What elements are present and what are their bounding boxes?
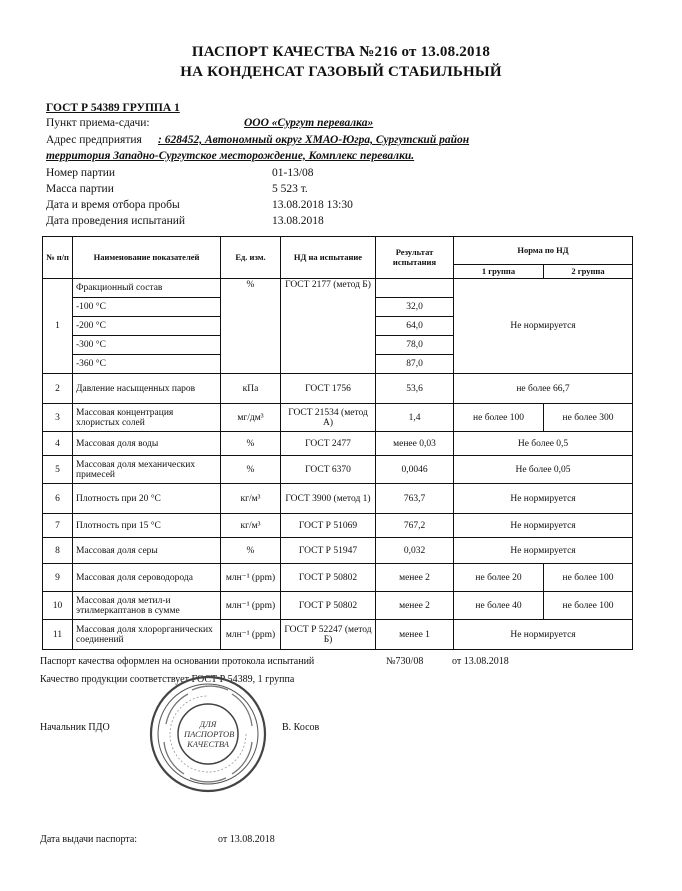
row-num: 1: [43, 279, 73, 374]
row-num: 2: [43, 374, 73, 404]
header-result: Результат испытания: [376, 237, 454, 279]
row-num: 4: [43, 432, 73, 456]
fraction-value: 78,0: [376, 336, 454, 355]
row-name: Массовая доля метил-и этилмеркаптанов в сумме: [73, 592, 221, 620]
sampling-datetime-label: Дата и время отбора пробы: [46, 199, 180, 211]
row-num: 7: [43, 514, 73, 538]
row-norm-group1: не более 20: [454, 564, 544, 592]
row-result: менее 1: [376, 620, 454, 650]
row-nd: ГОСТ Р 52247 (метод Б): [281, 620, 376, 650]
header-group1: 1 группа: [454, 265, 544, 279]
batch-number-label: Номер партии: [46, 167, 116, 179]
passport-subtitle: НА КОНДЕНСАТ ГАЗОВЫЙ СТАБИЛЬНЫЙ: [180, 64, 502, 80]
protocol-number: №730/08: [386, 656, 424, 667]
row-norm: не более 66,7: [454, 374, 633, 404]
company-stamp: [148, 674, 268, 794]
batch-mass-label: Масса партии: [46, 183, 114, 195]
row-num: 3: [43, 404, 73, 432]
address-label: Адрес предприятия: [46, 134, 142, 146]
row-result: 0,0046: [376, 456, 454, 484]
header-name: Наименование показателей: [73, 237, 221, 279]
row-unit: кг/м³: [221, 484, 281, 514]
point-label: Пункт приема-сдачи:: [46, 117, 150, 129]
table-row: [43, 564, 633, 592]
protocol-date: от 13.08.2018: [452, 656, 509, 667]
row-result: 767,2: [376, 514, 454, 538]
row-name: Массовая доля механических примесей: [73, 456, 221, 484]
test-date-value: 13.08.2018: [272, 215, 324, 227]
row-num: 6: [43, 484, 73, 514]
row-nd: ГОСТ Р 50802: [281, 564, 376, 592]
issue-date-value: от 13.08.2018: [218, 834, 275, 845]
row-unit: млн⁻¹ (ppm): [221, 592, 281, 620]
row-result: 1,4: [376, 404, 454, 432]
row-nd: ГОСТ 2177 (метод Б): [281, 279, 376, 374]
row-norm-group2: не более 100: [544, 592, 633, 620]
header-unit: Ед. изм.: [221, 237, 281, 279]
row-nd: ГОСТ 6370: [281, 456, 376, 484]
row-name: Массовая доля воды: [73, 432, 221, 456]
table-row: [43, 404, 633, 432]
row-name: Фракционный состав: [73, 279, 221, 298]
row-name: Плотность при 15 °С: [73, 514, 221, 538]
table-row: [43, 514, 633, 538]
fraction-label: -300 °С: [73, 336, 221, 355]
fraction-label: -100 °С: [73, 298, 221, 317]
row-nd: ГОСТ 21534 (метод А): [281, 404, 376, 432]
fraction-value: 32,0: [376, 298, 454, 317]
stamp-center-text: ДЛЯ ПАСПОРТОВ КАЧЕСТВА: [184, 719, 235, 749]
row-norm-group2: не более 300: [544, 404, 633, 432]
standard-label: ГОСТ Р 54389 ГРУППА 1: [46, 102, 180, 114]
table-row: [43, 432, 633, 456]
row-result: менее 0,03: [376, 432, 454, 456]
row-unit: млн⁻¹ (ppm): [221, 564, 281, 592]
quality-table: [42, 236, 633, 650]
test-date-label: Дата проведения испытаний: [46, 215, 186, 227]
row-name: Массовая доля сероводорода: [73, 564, 221, 592]
row-name: Массовая доля серы: [73, 538, 221, 564]
row-name: Плотность при 20 °С: [73, 484, 221, 514]
issue-date-label: Дата выдачи паспорта:: [40, 834, 138, 845]
table-row: [43, 456, 633, 484]
row-unit: кг/м³: [221, 514, 281, 538]
row-norm-group1: не более 100: [454, 404, 544, 432]
header-nd: НД на испытание: [281, 237, 376, 279]
row-name: Массовая концентрация хлористых солей: [73, 404, 221, 432]
table-row: [43, 592, 633, 620]
chief-label: Начальник ПДО: [40, 722, 110, 733]
row-unit: %: [221, 456, 281, 484]
row-unit: мг/дм³: [221, 404, 281, 432]
row-norm: Не нормируется: [454, 484, 633, 514]
row-name: Массовая доля хлорорганических соединений: [73, 620, 221, 650]
row-result: 763,7: [376, 484, 454, 514]
quality-statement: Качество продукции соответствует ГОСТ Р 54389, 1 группа: [40, 674, 295, 685]
batch-number-value: 01-13/08: [272, 167, 314, 179]
row-nd: ГОСТ Р 51947: [281, 538, 376, 564]
row-result-blank: [376, 279, 454, 298]
row-num: 5: [43, 456, 73, 484]
row-nd: ГОСТ 2477: [281, 432, 376, 456]
row-name: Давление насыщенных паров: [73, 374, 221, 404]
header-norm: Норма по НД: [454, 237, 633, 265]
row-result: менее 2: [376, 592, 454, 620]
row-norm: Не нормируется: [454, 514, 633, 538]
row-num: 8: [43, 538, 73, 564]
row-num: 9: [43, 564, 73, 592]
sampling-datetime-value: 13.08.2018 13:30: [272, 199, 353, 211]
table-row: [43, 484, 633, 514]
row-norm-group2: не более 100: [544, 564, 633, 592]
header-group2: 2 группа: [544, 265, 633, 279]
row-nd: ГОСТ Р 50802: [281, 592, 376, 620]
row-num: 10: [43, 592, 73, 620]
row-norm: Не нормируется: [454, 620, 633, 650]
header-num: № п/п: [43, 237, 73, 279]
point-value: ООО «Сургут перевалка»: [244, 117, 374, 129]
row-unit: %: [221, 432, 281, 456]
row-nd: ГОСТ 1756: [281, 374, 376, 404]
row-unit: кПа: [221, 374, 281, 404]
table-row: [43, 279, 633, 298]
fraction-value: 64,0: [376, 317, 454, 336]
row-nd: ГОСТ Р 51069: [281, 514, 376, 538]
chief-name: В. Косов: [282, 722, 320, 733]
table-row: [43, 374, 633, 404]
passport-title: ПАСПОРТ КАЧЕСТВА №216 от 13.08.2018: [191, 44, 491, 60]
fraction-label: -200 °С: [73, 317, 221, 336]
fraction-label: -360 °С: [73, 355, 221, 374]
row-result: менее 2: [376, 564, 454, 592]
row-norm: Не нормируется: [454, 279, 633, 374]
table-row: [43, 538, 633, 564]
protocol-text: Паспорт качества оформлен на основании протокола испытаний: [40, 656, 315, 667]
row-num: 11: [43, 620, 73, 650]
row-nd: ГОСТ 3900 (метод 1): [281, 484, 376, 514]
row-norm: Не более 0,5: [454, 432, 633, 456]
row-norm: Не нормируется: [454, 538, 633, 564]
batch-mass-value: 5 523 т.: [272, 183, 308, 195]
address-value-line1: : 628452, Автономный округ ХМАО-Югра, Сургутский район: [158, 134, 470, 146]
row-result: 53,6: [376, 374, 454, 404]
table-row: [43, 620, 633, 650]
row-unit: %: [221, 538, 281, 564]
row-unit: млн⁻¹ (ppm): [221, 620, 281, 650]
row-result: 0,032: [376, 538, 454, 564]
row-norm-group1: не более 40: [454, 592, 544, 620]
address-value-line2: территория Западно-Сургутское месторождение, Комплекс перевалки.: [46, 150, 415, 162]
row-norm: Не более 0,05: [454, 456, 633, 484]
row-unit: %: [221, 279, 281, 374]
fraction-value: 87,0: [376, 355, 454, 374]
